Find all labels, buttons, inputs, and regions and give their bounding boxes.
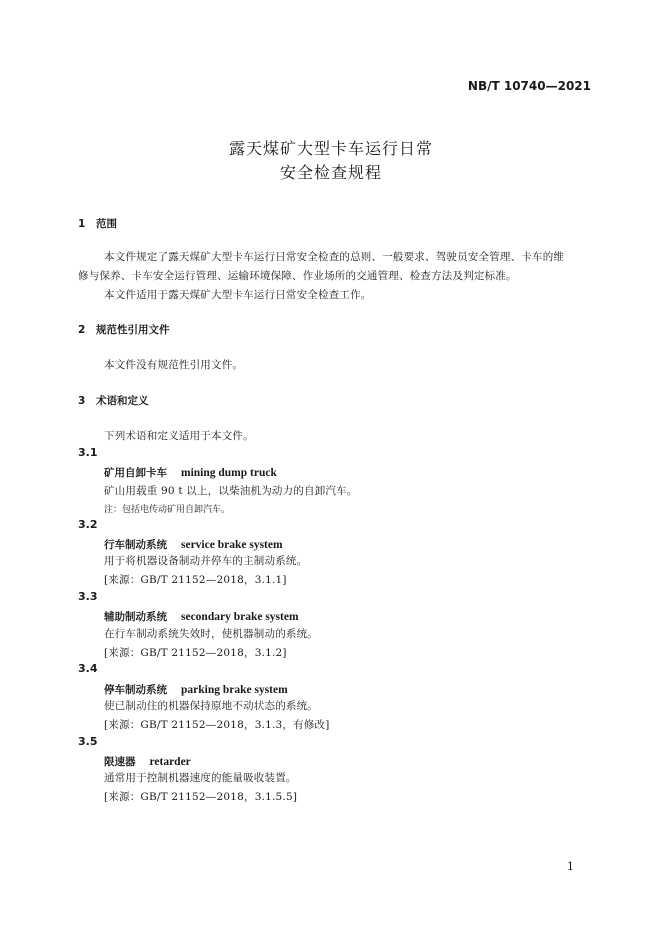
term-source: [来源：GB/T 21152—2018，3.1.5.5]: [104, 791, 298, 803]
section-title: 规范性引用文件: [96, 324, 170, 336]
term-number: 3.1: [78, 446, 98, 459]
term-source: [来源：GB/T 21152—2018，3.1.1]: [104, 574, 287, 586]
term-english-name: secondary brake system: [181, 611, 299, 623]
term-number: 3.4: [78, 662, 98, 675]
normative-references-paragraph: 本文件没有规范性引用文件。: [104, 359, 244, 371]
term-number: 3.2: [78, 518, 98, 531]
scope-paragraph-2: 本文件适用于露天煤矿大型卡车运行日常安全检查工作。: [104, 289, 372, 301]
section-number: 2: [78, 324, 86, 336]
term-heading: [104, 752, 191, 770]
term-chinese-name: 矿用自卸卡车: [104, 467, 167, 479]
term-source: [来源：GB/T 21152—2018，3.1.2]: [104, 647, 287, 659]
term-english-name: parking brake system: [181, 684, 288, 696]
term-heading: [104, 535, 283, 553]
section-title: 范围: [96, 218, 117, 230]
scope-paragraph-1-line-1: 本文件规定了露天煤矿大型卡车运行日常安全检查的总则、一般要求、驾驶员安全管理、卡车的维: [104, 251, 565, 263]
term-heading: [104, 463, 277, 481]
terms-intro-paragraph: 下列术语和定义适用于本文件。: [104, 430, 254, 442]
term-english-name: retarder: [149, 756, 191, 768]
term-definition: 用于将机器设备制动并停车的主制动系统。: [104, 555, 308, 567]
term-chinese-name: 行车制动系统: [104, 539, 167, 551]
section-number: 3: [78, 395, 86, 407]
term-definition: 矿山用载重 90 t 以上，以柴油机为动力的自卸汽车。: [104, 485, 358, 497]
term-chinese-name: 停车制动系统: [104, 684, 167, 696]
page-number: 1: [567, 860, 574, 873]
section-title: 术语和定义: [96, 395, 149, 407]
term-note: 注：包括电传动矿用自卸汽车。: [104, 505, 231, 515]
term-english-name: service brake system: [181, 539, 283, 551]
scope-paragraph-1-line-2: 修与保养、卡车安全运行管理、运输环境保障、作业场所的交通管理、检查方法及判定标准。: [78, 270, 517, 282]
standard-code: NB/T 10740—2021: [467, 79, 591, 93]
term-chinese-name: 限速器: [104, 756, 136, 768]
section-number: 1: [78, 218, 86, 230]
document-title-line-1: 露天煤矿大型卡车运行日常: [228, 139, 433, 158]
term-definition: 通常用于控制机器速度的能量吸收装置。: [104, 772, 297, 784]
section-heading-1: [78, 216, 117, 231]
term-chinese-name: 辅助制动系统: [104, 611, 167, 623]
section-heading-2: [78, 322, 170, 337]
term-definition: 在行车制动系统失效时，使机器制动的系统。: [104, 628, 318, 640]
term-heading: [104, 680, 288, 698]
document-title-line-2: 安全检查规程: [279, 163, 382, 182]
term-source: [来源：GB/T 21152—2018，3.1.3，有修改]: [104, 719, 330, 731]
term-english-name: mining dump truck: [181, 467, 277, 479]
term-definition: 使已制动住的机器保持原地不动状态的系统。: [104, 700, 318, 712]
section-heading-3: [78, 393, 149, 408]
term-number: 3.5: [78, 735, 98, 748]
term-heading: [104, 607, 299, 625]
term-number: 3.3: [78, 590, 98, 603]
